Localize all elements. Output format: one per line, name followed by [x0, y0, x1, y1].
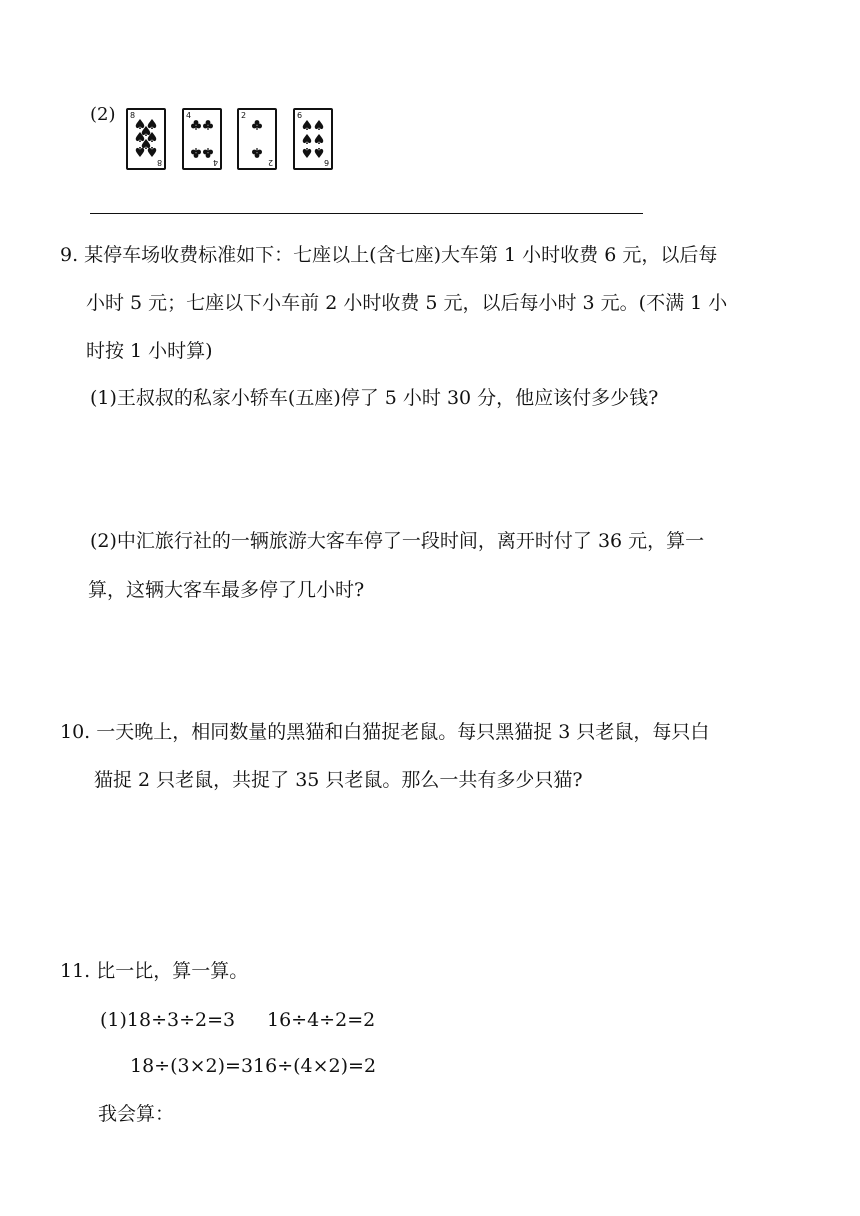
spade-pips-icon: [128, 110, 164, 168]
card-rank: 8: [156, 158, 162, 167]
card-rank: 6: [323, 158, 329, 167]
card-rank: 4: [186, 111, 192, 120]
q11-prompt: 我会算：: [98, 1103, 175, 1125]
q11-part1-a: (1)18÷3÷2=3: [100, 1009, 236, 1031]
card-4-clubs: [182, 108, 222, 170]
q9-part1: (1)王叔叔的私家小轿车(五座)停了 5 小时 30 分，他应该付多少钱?: [90, 387, 659, 409]
card-rank: 2: [241, 111, 247, 120]
q9-line3: 时按 1 小时算): [86, 340, 213, 362]
q10-line2: 猫捉 2 只老鼠，共捉了 35 只老鼠。那么一共有多少只猫?: [94, 769, 583, 791]
club-pips-icon: [239, 110, 275, 168]
card-rank: 2: [267, 158, 273, 167]
q8-part2-label: (2): [90, 104, 116, 125]
club-pips-icon: [184, 110, 220, 168]
card-6-spades: [293, 108, 333, 170]
q9-part2-line2: 算，这辆大客车最多停了几小时?: [88, 579, 365, 601]
q9-line1: 9. 某停车场收费标准如下：七座以上(含七座)大车第 1 小时收费 6 元，以后每: [60, 244, 718, 266]
card-8-spades: [126, 108, 166, 170]
answer-line: [90, 213, 643, 214]
q9-part2-line1: (2)中汇旅行社的一辆旅游大客车停了一段时间，离开时付了 36 元，算一: [90, 530, 705, 552]
card-rank: 4: [212, 158, 218, 167]
q11-part1-b: 16÷4÷2=2: [267, 1009, 376, 1031]
q9-line2: 小时 5 元；七座以下小车前 2 小时收费 5 元，以后每小时 3 元。(不满 1 小: [86, 292, 728, 314]
q10-line1: 10. 一天晚上，相同数量的黑猫和白猫捉老鼠。每只黑猫捉 3 只老鼠，每只白: [60, 721, 710, 743]
q11-part1-c: 18÷(3×2)=316÷(4×2)=2: [130, 1055, 377, 1077]
card-rank: 6: [297, 111, 303, 120]
spade-pips-icon: [295, 110, 331, 168]
q11-title: 11. 比一比，算一算。: [60, 960, 249, 982]
card-2-clubs: [237, 108, 277, 170]
card-rank: 8: [130, 111, 136, 120]
